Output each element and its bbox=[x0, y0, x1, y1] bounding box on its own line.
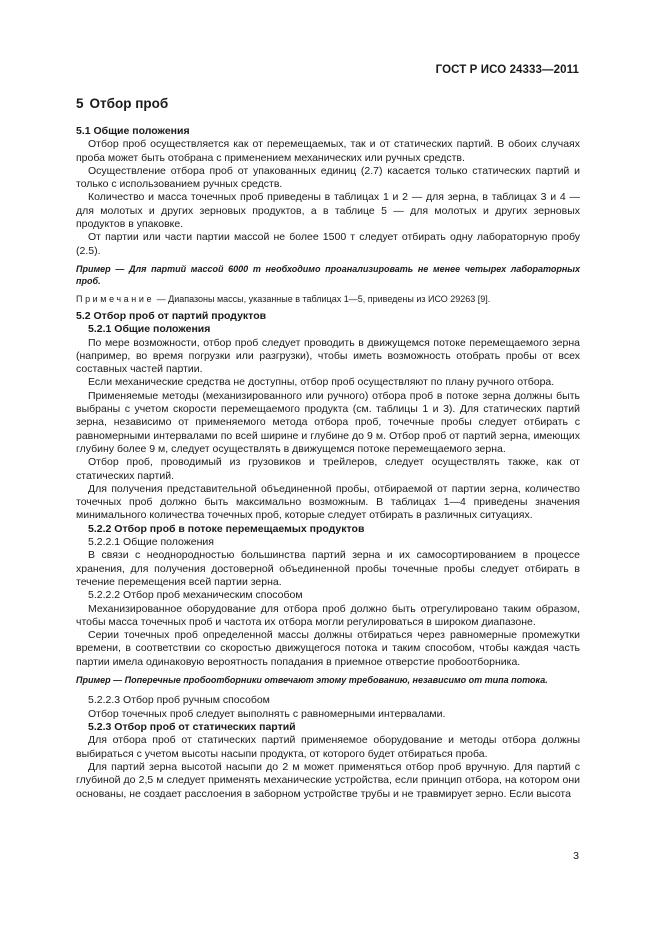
paragraph: Осуществление отбора проб от упакованных единиц (2.7) касается только статических партий и только с использованием ручных средств. bbox=[76, 164, 580, 191]
example-text: Пример — Для партий массой 6000 т необходимо проанализировать не менее четырех лабораторных проб. bbox=[76, 263, 580, 287]
paragraph: В связи с неоднородностью большинства партий зерна и их самосортированием в процессе хранения, для получения достоверной объединенной пробы точечные пробы следует отбирать в течение перемещения всей партии зерна. bbox=[76, 549, 580, 588]
paragraph: Количество и масса точечных проб приведены в таблицах 1 и 2 — для зерна, в таблицах 3 и 4 — для молотых и других зерновых продуктов, а в таблице 5 — для молотых и других зерновых продуктов в упаковке. bbox=[76, 191, 580, 231]
heading-5-2-2-1: 5.2.2.1 Общие положения bbox=[88, 536, 214, 549]
paragraph: Для получения представительной объединенной пробы, отбираемой от партии зерна, количество точечных проб должно быть максимально возможным. В таблицах 1—4 приведены значения минимального количества точечных проб, которые следует отбирать в различных ситуациях. bbox=[76, 482, 580, 522]
paragraph: От партии или части партии массой не более 1500 т следует отбирать одну лабораторную пробу (2.5). bbox=[76, 231, 580, 257]
paragraph: Отбор проб осуществляется как от перемещаемых, так и от статических партий. В обоих случаях проба может быть отобрана с применением механических или ручных средств. bbox=[76, 138, 580, 164]
note-text: — Диапазоны массы, указанные в таблицах 1—5, приведены из ИСО 29263 [9]. bbox=[156, 293, 491, 304]
section-5-heading bbox=[76, 96, 580, 112]
paragraph: Отбор точечных проб следует выполнять с равномерными интервалами. bbox=[88, 707, 446, 720]
paragraph: Отбор проб, проводимый из грузовиков и трейлеров, следует осуществлять также, как от статических партий. bbox=[76, 456, 580, 482]
heading-5-2-3: 5.2.3 Отбор проб от статических партий bbox=[88, 721, 296, 734]
note-label: Примечание bbox=[76, 293, 155, 304]
paragraph: Для отбора проб от статических партий применяемое оборудование и методы отбора должны выбираться с учетом высоты насыпи продукта, от которого будет отбираться проба. bbox=[76, 734, 580, 760]
page-content bbox=[76, 96, 580, 801]
paragraph: Если механические средства не доступны, отбор проб осуществляют по плану ручного отбора. bbox=[88, 376, 555, 389]
heading-5-2-2: 5.2.2 Отбор проб в потоке перемещаемых продуктов bbox=[88, 522, 365, 535]
paragraph: Применяемые методы (механизированного или ручного) отбора проб в потоке зерна должны быть выбраны с учетом скорости перемещаемого продукта (см. таблицы 1 и 3). Для статических партий зерна, независимо от применяемого метода отбора проб, точечные пробы следует отбирать с равномерными интервалами по всей ширине и глубине до 9 м. Отбор проб от партий зерна, имеющих глубину более 9 м, следует осуществлять в движущемся потоке перемещаемого зерна. bbox=[76, 389, 580, 455]
paragraph: Механизированное оборудование для отбора проб должно быть отрегулировано таким образом, чтобы масса точечных проб и частота их отбора могли регулироваться в широком диапазоне. bbox=[76, 602, 580, 628]
heading-5-2-1: 5.2.1 Общие положения bbox=[88, 323, 211, 336]
paragraph: Серии точечных проб определенной массы должны отбираться через равномерные промежутки времени, в соответствии со скоростью движущегося потока и таким способом, чтобы каждая часть партии имела одинаковую вероятность попадания в приемное отверстие пробоотборника. bbox=[76, 629, 580, 668]
example-text: Пример — Поперечные пробоотборники отвечают этому требованию, независимо от типа потока. bbox=[76, 674, 548, 685]
heading-5-2: 5.2 Отбор проб от партий продуктов bbox=[76, 309, 267, 322]
paragraph: Для партий зерна высотой насыпи до 2 м может применяться отбор проб вручную. Для партий с глубиной до 2,5 м следует применять механические устройства, если принцип отбора, на котором они основаны, не создает расслоения в заборном устройстве трубы и не травмирует зерно. Если высота bbox=[76, 760, 580, 800]
heading-5-2-2-2: 5.2.2.2 Отбор проб механическим способом bbox=[88, 589, 303, 602]
section-title: Отбор проб bbox=[89, 96, 169, 111]
heading-5-1: 5.1 Общие положения bbox=[76, 125, 190, 137]
document-code: ГОСТ Р ИСО 24333—2011 bbox=[435, 64, 579, 76]
section-number: 5 bbox=[76, 96, 84, 111]
paragraph: По мере возможности, отбор проб следует проводить в движущемся потоке перемещаемого зерна (например, во время погрузки или разгрузки), чтобы иметь возможность отобрать пробы от всех составных частей партии. bbox=[76, 336, 580, 376]
page-number: 3 bbox=[573, 850, 579, 862]
heading-5-2-2-3: 5.2.2.3 Отбор проб ручным способом bbox=[88, 694, 270, 707]
note bbox=[76, 293, 580, 305]
